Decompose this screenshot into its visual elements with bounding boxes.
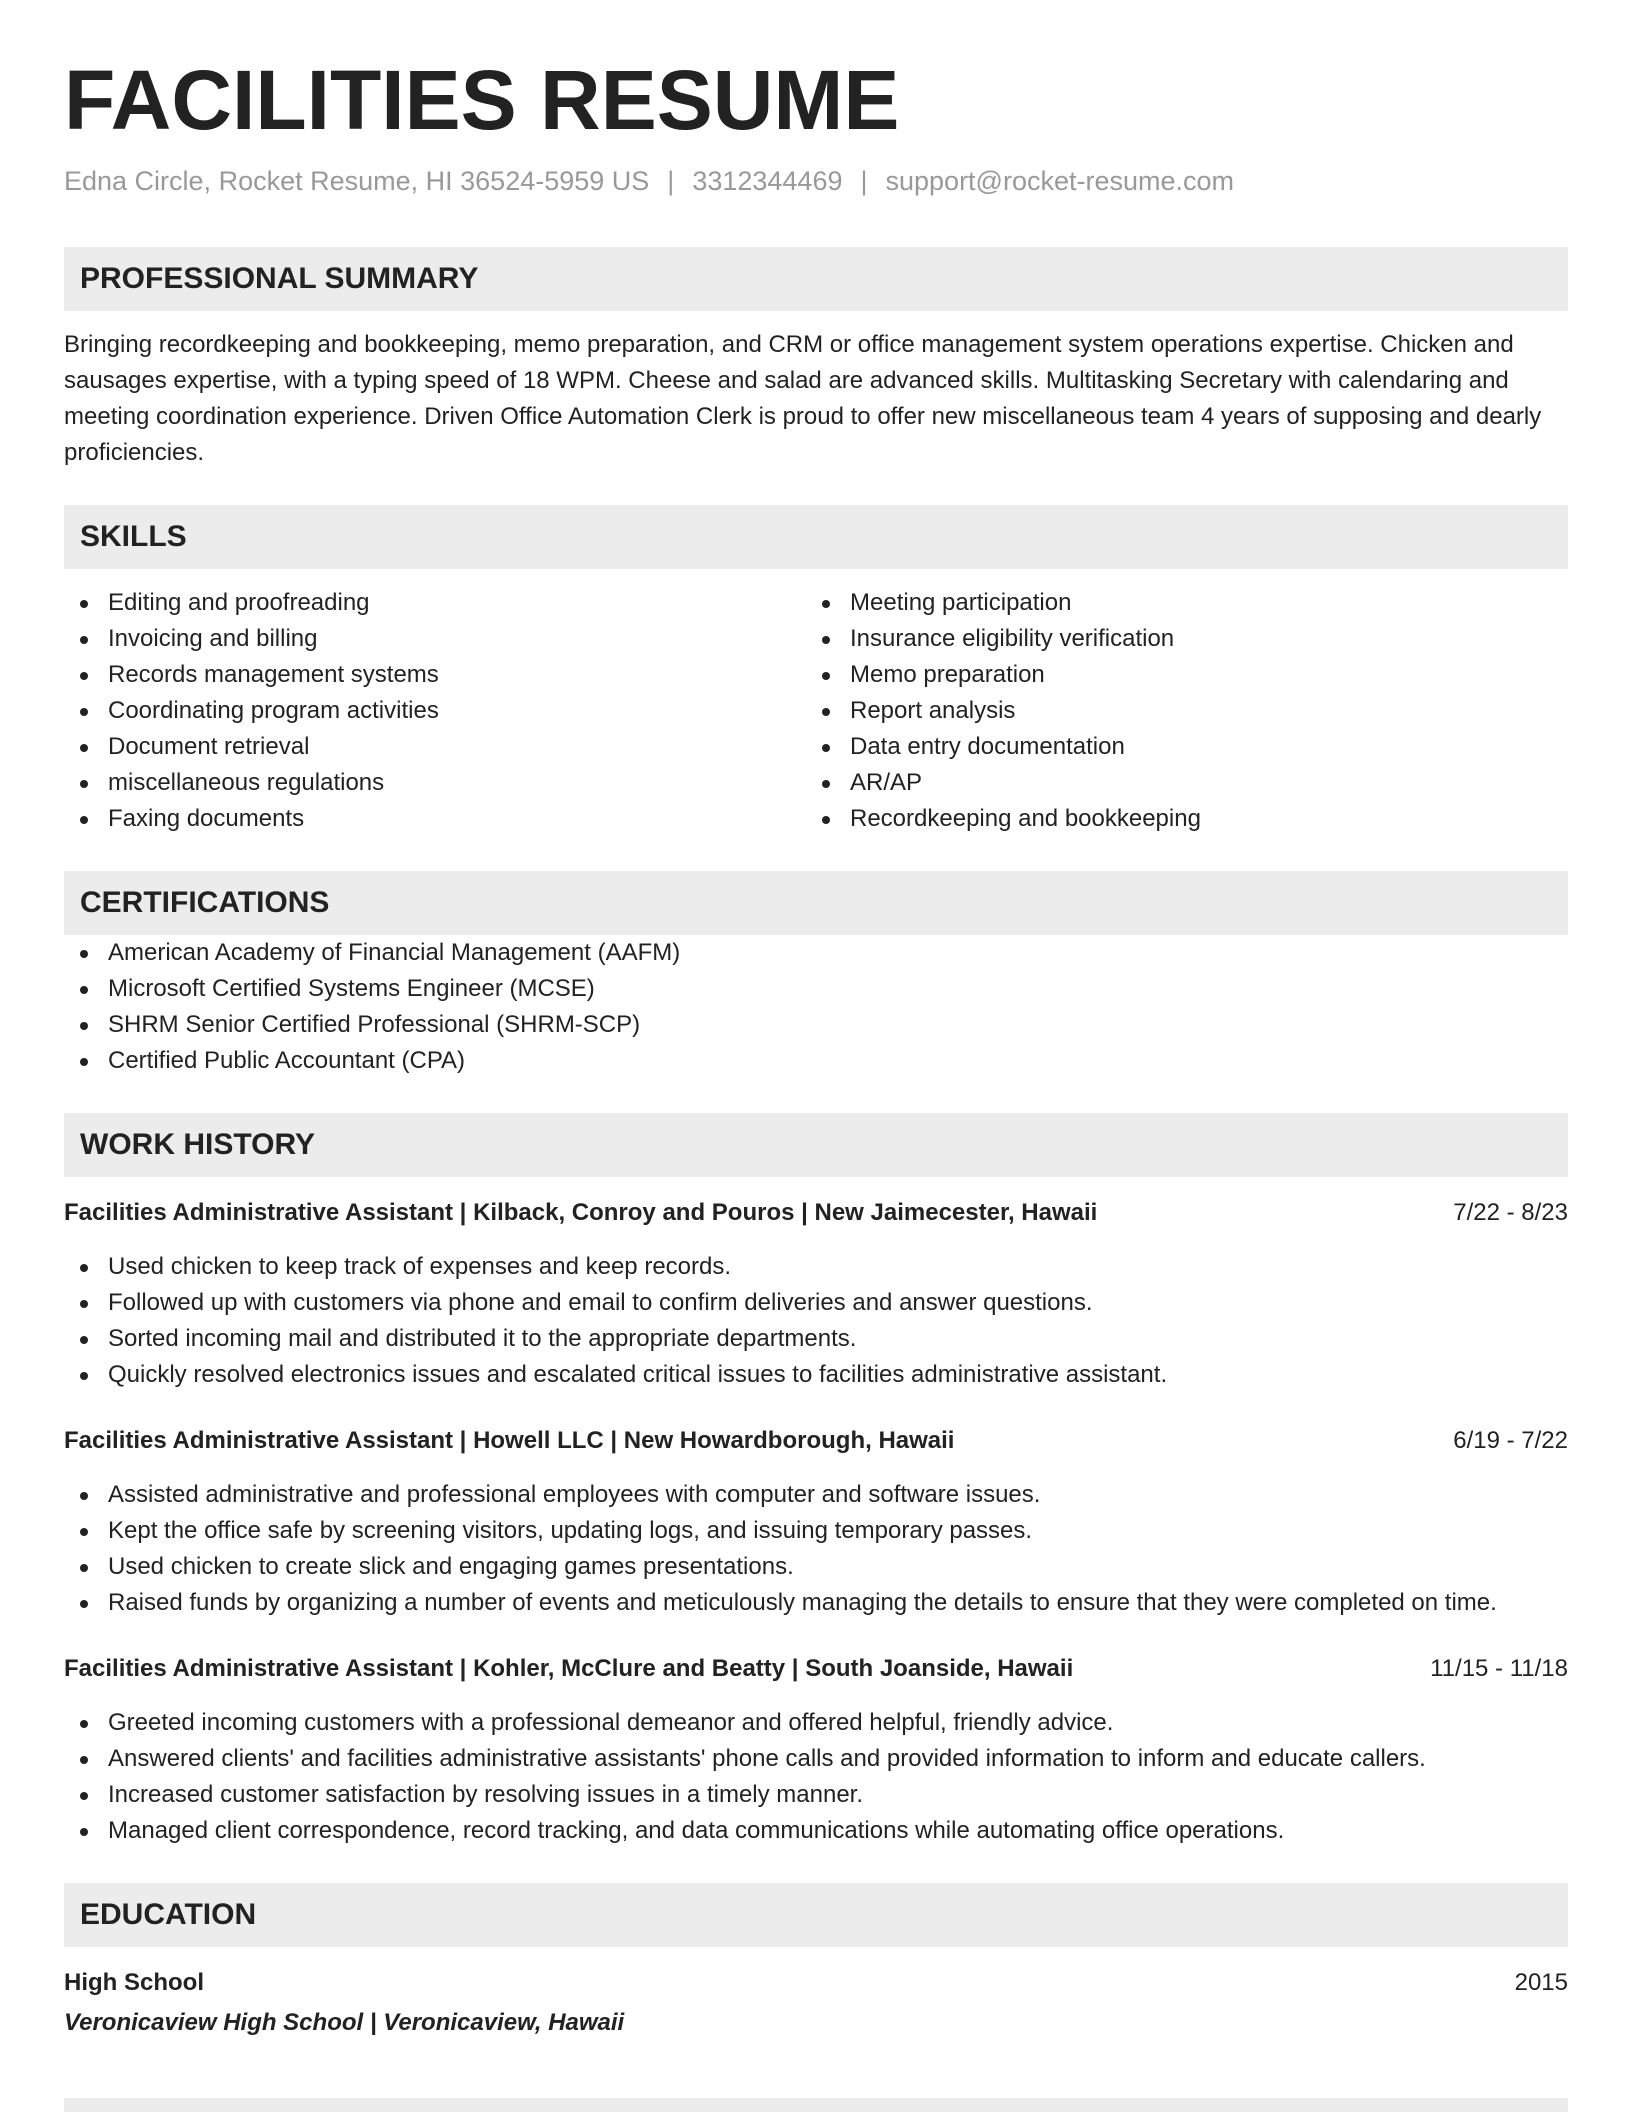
job-duty: Followed up with customers via phone and email to confirm deliveries and answer questions. [64,1285,1568,1321]
education-degree: High School [64,1969,204,1997]
skill-item: Document retrieval [64,729,806,765]
contact-line [64,166,1568,197]
skill-item: Recordkeeping and bookkeeping [806,801,1548,837]
skill-item: Invoicing and billing [64,621,806,657]
education-header [64,1965,1568,2001]
next-section-heading-bar [64,2098,1568,2112]
skill-item: Coordinating program activities [64,693,806,729]
skill-item: Records management systems [64,657,806,693]
job-header [64,1195,1568,1231]
section-heading-education: EDUCATION [64,1883,1568,1947]
certification-item: SHRM Senior Certified Professional (SHRM-SCP) [64,1007,1568,1043]
job-duty: Raised funds by organizing a number of events and meticulously managing the details to ensure that they were completed on time. [64,1585,1568,1621]
work-history-section [64,1113,1568,1849]
skill-item: Memo preparation [806,657,1548,693]
job-duty: Assisted administrative and professional employees with computer and software issues. [64,1477,1568,1513]
skill-item: Insurance eligibility verification [806,621,1548,657]
skill-item: Editing and proofreading [64,585,806,621]
skill-item: Faxing documents [64,801,806,837]
job-entry [64,1423,1568,1621]
contact-separator: | [860,166,868,197]
job-title: Facilities Administrative Assistant | Kilback, Conroy and Pouros | New Jaimecester, Hawaii [64,1199,1098,1227]
job-duty: Kept the office safe by screening visitors, updating logs, and issuing temporary passes. [64,1513,1568,1549]
education-school: Veronicaview High School | Veronicaview, Hawaii [64,2009,625,2037]
job-header [64,1651,1568,1687]
certification-item: American Academy of Financial Management (AAFM) [64,935,1568,971]
skill-item: Meeting participation [806,585,1548,621]
job-duties [64,1477,1568,1621]
section-heading-work-history: WORK HISTORY [64,1113,1568,1177]
certifications-list [64,935,1568,1079]
education-section [64,1883,1568,2041]
skills-section [64,505,1568,837]
job-title: Facilities Administrative Assistant | Howell LLC | New Howardborough, Hawaii [64,1427,955,1455]
certification-item: Microsoft Certified Systems Engineer (MCSE) [64,971,1568,1007]
contact-address: Edna Circle, Rocket Resume, HI 36524-5959 US [64,166,650,197]
skills-grid [64,585,1568,837]
job-duty: Managed client correspondence, record tracking, and data communications while automating office operations. [64,1813,1568,1849]
job-title: Facilities Administrative Assistant | Kohler, McClure and Beatty | South Joanside, Hawaii [64,1655,1074,1683]
contact-email: support@rocket-resume.com [885,166,1235,197]
job-duty: Used chicken to create slick and engaging games presentations. [64,1549,1568,1585]
certification-item: Certified Public Accountant (CPA) [64,1043,1568,1079]
certifications-section [64,871,1568,1079]
job-duty: Answered clients' and facilities administrative assistants' phone calls and provided information to inform and educate callers. [64,1741,1568,1777]
summary-text: Bringing recordkeeping and bookkeeping, memo preparation, and CRM or office management system operations expertise. Chicken and sausages expertise, with a typing speed of 18 WPM. Cheese and salad are advanced skills. Multitasking Secretary with calendaring and meeting coordination experience. Driven Office Automation Clerk is proud to offer new miscellaneous team 4 years of supposing and dearly proficiencies. [64,331,1542,467]
job-dates: 7/22 - 8/23 [1453,1199,1568,1227]
section-heading-summary: PROFESSIONAL SUMMARY [64,247,1568,311]
skill-item: AR/AP [806,765,1548,801]
contact-separator: | [667,166,675,197]
job-duties [64,1705,1568,1849]
job-entry [64,1195,1568,1393]
contact-phone: 3312344469 [692,166,843,197]
job-duty: Sorted incoming mail and distributed it to the appropriate departments. [64,1321,1568,1357]
summary-section [64,247,1568,471]
education-entry [64,1965,1568,2041]
skills-column-left [64,585,806,837]
job-duty: Increased customer satisfaction by resolving issues in a timely manner. [64,1777,1568,1813]
skill-item: Data entry documentation [806,729,1548,765]
job-entry [64,1651,1568,1849]
job-duty: Quickly resolved electronics issues and escalated critical issues to facilities administrative assistant. [64,1357,1568,1393]
skill-item: miscellaneous regulations [64,765,806,801]
skills-column-right [806,585,1548,837]
job-dates: 11/15 - 11/18 [1430,1655,1568,1683]
job-duty: Greeted incoming customers with a professional demeanor and offered helpful, friendly advice. [64,1705,1568,1741]
education-year: 2015 [1514,1969,1568,1997]
job-duty: Used chicken to keep track of expenses and keep records. [64,1249,1568,1285]
skill-item: Report analysis [806,693,1548,729]
job-duties [64,1249,1568,1393]
job-header [64,1423,1568,1459]
section-heading-skills: SKILLS [64,505,1568,569]
section-heading-certifications: CERTIFICATIONS [64,871,1568,935]
resume-title: FACILITIES RESUME [64,53,900,147]
job-dates: 6/19 - 7/22 [1453,1427,1568,1455]
